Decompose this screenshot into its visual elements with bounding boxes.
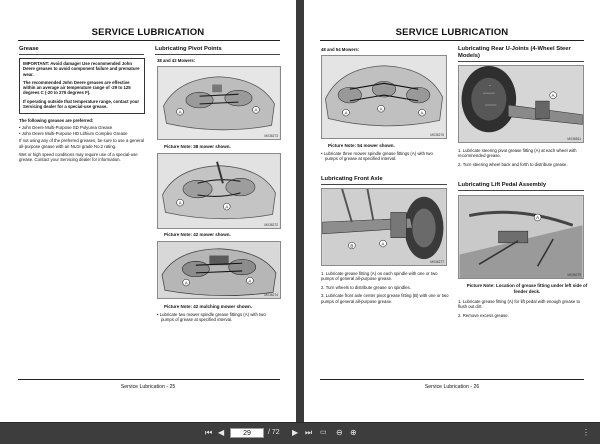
svg-text:A: A bbox=[379, 106, 383, 112]
mowers-3842-label: 38 and 42 Mowers: bbox=[157, 58, 196, 63]
front-axle-image bbox=[321, 188, 447, 266]
section-rule bbox=[19, 54, 144, 55]
page-header: SERVICE LUBRICATION bbox=[91, 27, 205, 38]
svg-text:A: A bbox=[420, 110, 424, 116]
svg-text:A: A bbox=[381, 241, 385, 247]
svg-text:A: A bbox=[551, 92, 555, 98]
pivot-heading: Lubricating Pivot Points bbox=[155, 46, 222, 52]
right-page bbox=[304, 0, 600, 422]
zoom-in-icon[interactable]: ⊕ bbox=[350, 428, 357, 437]
image-id: MX36275 bbox=[567, 273, 581, 277]
more-icon[interactable]: ⋮ bbox=[582, 428, 590, 437]
section-rule bbox=[321, 184, 447, 185]
spindle-instruction-line-1: • Lubricate three mower spindle grease fittings (A) with two bbox=[321, 151, 433, 156]
warning-label: IMPORTANT: bbox=[23, 61, 50, 66]
section-rule bbox=[155, 54, 280, 55]
svg-text:A: A bbox=[254, 107, 258, 113]
mower-38-image bbox=[157, 66, 281, 140]
rear-ujoint-illustration bbox=[459, 66, 583, 142]
grease-item-2: • John Deere Multi-Purpose HD Lithium Complex Grease bbox=[19, 130, 128, 136]
caption-lift-pedal: Picture Note: Location of grease fitting under left side of fender deck. bbox=[466, 283, 588, 294]
skip-first-icon[interactable]: ⏮ bbox=[205, 428, 213, 437]
section-rule bbox=[458, 61, 584, 62]
front-axle-steps bbox=[321, 271, 451, 304]
lift-pedal-steps bbox=[458, 299, 588, 318]
next-page-icon[interactable]: ▶ bbox=[292, 428, 299, 437]
footer-rule bbox=[320, 379, 584, 380]
image-id: MX36273 bbox=[264, 134, 278, 138]
grease-paragraph-2: Wet or high speed conditions may require use of a special-use grease. Contact your Servicing dealer for information. bbox=[19, 152, 138, 163]
lift-pedal-step-2: 2. Remove excess grease. bbox=[458, 312, 509, 318]
pivot-instruction-line-1: • Lubricate two mower spindle grease fittings (A) with two bbox=[157, 312, 266, 317]
svg-text:A: A bbox=[178, 200, 182, 206]
spindle-instructions bbox=[321, 151, 451, 162]
page-number-input[interactable]: 29 bbox=[230, 428, 264, 438]
front-axle-heading: Lubricating Front Axle bbox=[321, 176, 383, 182]
page-number: Service Lubrication - 26 bbox=[424, 384, 480, 390]
mower-54-image bbox=[321, 55, 447, 139]
warning-box bbox=[19, 58, 145, 114]
fit-page-icon[interactable]: ▭ bbox=[320, 429, 327, 436]
lift-pedal-heading: Lubricating Lift Pedal Assembly bbox=[458, 182, 547, 188]
pdf-viewer-toolbar bbox=[0, 422, 600, 444]
mower-deck-illustration bbox=[158, 67, 280, 139]
warning-text: Avoid damage! Use recommended John Deere greases to avoid component failure and premature wear. bbox=[23, 61, 140, 77]
left-page bbox=[0, 0, 296, 422]
ujoint-step-2: 2. Turn steering wheel back and forth to distribute grease. bbox=[458, 161, 568, 167]
prev-page-icon[interactable]: ◀ bbox=[218, 428, 225, 437]
lift-pedal-step-1: 1. Lubricate grease fitting (A) for lift pedal with enough grease to flush out dirt. bbox=[458, 299, 581, 310]
lift-pedal-illustration bbox=[459, 196, 583, 278]
mower-deck-illustration bbox=[158, 154, 280, 228]
pivot-instructions bbox=[157, 312, 287, 323]
page-header: SERVICE LUBRICATION bbox=[395, 27, 509, 38]
svg-text:A: A bbox=[184, 280, 188, 286]
front-axle-step-3: 3. Lubricate front axle center pivot grease fitting (B) with one or two pumps of general all-purpose grease. bbox=[321, 293, 449, 304]
footer-rule bbox=[18, 379, 280, 380]
header-rule bbox=[18, 40, 280, 41]
image-id: MX36272 bbox=[264, 223, 278, 227]
front-axle-step-2: 2. Turn wheels to distribute grease on spindles. bbox=[321, 284, 411, 290]
caption-42-mower: Picture Note: 42 mower shown. bbox=[164, 232, 231, 237]
image-id: MX36274 bbox=[264, 293, 278, 297]
image-id: MX36277 bbox=[430, 260, 444, 264]
warning-text-3: If operating outside that temperature range, contact your Servicing dealer for a special-use grease. bbox=[23, 98, 140, 110]
header-rule bbox=[320, 40, 584, 41]
ujoint-steps bbox=[458, 148, 588, 167]
mulching-mower-image bbox=[157, 241, 281, 299]
mower-deck-illustration bbox=[158, 242, 280, 298]
page-gutter bbox=[296, 0, 304, 422]
warning-text-2: The recommended John Deere greases are effective within an average air temperature range of -29 to 125 degrees C (-20 to 275 degrees F). bbox=[23, 79, 131, 96]
caption-38-mower: Picture Note: 38 mower shown. bbox=[164, 144, 231, 149]
zoom-out-icon[interactable]: ⊖ bbox=[336, 428, 343, 437]
caption-54-mower: Picture Note: 54 mower shown. bbox=[328, 143, 395, 148]
front-axle-step-1: 1. Lubricate grease fitting (A) on each spindle with one or two pumps of general all-purpose grease. bbox=[321, 271, 438, 282]
grease-paragraph-1: If not using any of the preferred greases, be sure to use a general all-purpose grease with an NLGI grade No.2 rating. bbox=[19, 138, 144, 149]
svg-text:A: A bbox=[536, 215, 540, 221]
svg-text:B: B bbox=[350, 243, 354, 249]
rear-ujoint-image bbox=[458, 65, 584, 143]
svg-text:A: A bbox=[248, 278, 252, 284]
lift-pedal-image bbox=[458, 195, 584, 279]
svg-text:A: A bbox=[225, 204, 229, 210]
image-id: MX36361 bbox=[567, 137, 581, 141]
mower-42-image bbox=[157, 153, 281, 229]
ujoint-heading: Lubricating Rear U-Joints (4-Wheel Steer Models) bbox=[458, 46, 571, 59]
skip-last-icon[interactable]: ⏭ bbox=[305, 428, 313, 437]
svg-text:A: A bbox=[344, 110, 348, 116]
mower-deck-illustration bbox=[322, 56, 446, 138]
image-id: MX36276 bbox=[430, 133, 444, 137]
grease-list bbox=[19, 118, 147, 163]
total-pages-label: / 72 bbox=[268, 429, 280, 436]
svg-text:A: A bbox=[178, 109, 182, 115]
spindle-instruction-line-2: pumps of grease at specified interval. bbox=[325, 156, 397, 162]
pivot-instruction-line-2: pumps of grease at specified interval. bbox=[161, 317, 233, 323]
grease-heading: Grease bbox=[19, 46, 39, 52]
ujoint-step-1: 1. Lubricate steering pivot grease fitting (A) at each wheel with recommended grease. bbox=[458, 148, 577, 159]
preferred-intro: The following greases are preferred: bbox=[19, 118, 94, 123]
grease-item-1: • John Deere Multi-Purpose SD Polyurea Grease bbox=[19, 125, 113, 131]
caption-mulching-mower: Picture Note: 42 mulching mower shown. bbox=[164, 304, 253, 309]
section-rule bbox=[458, 190, 584, 191]
mowers-4854-label: 48 and 54 Mowers: bbox=[321, 47, 360, 52]
page-number: Service Lubrication - 25 bbox=[120, 384, 176, 390]
front-axle-illustration bbox=[322, 189, 446, 265]
